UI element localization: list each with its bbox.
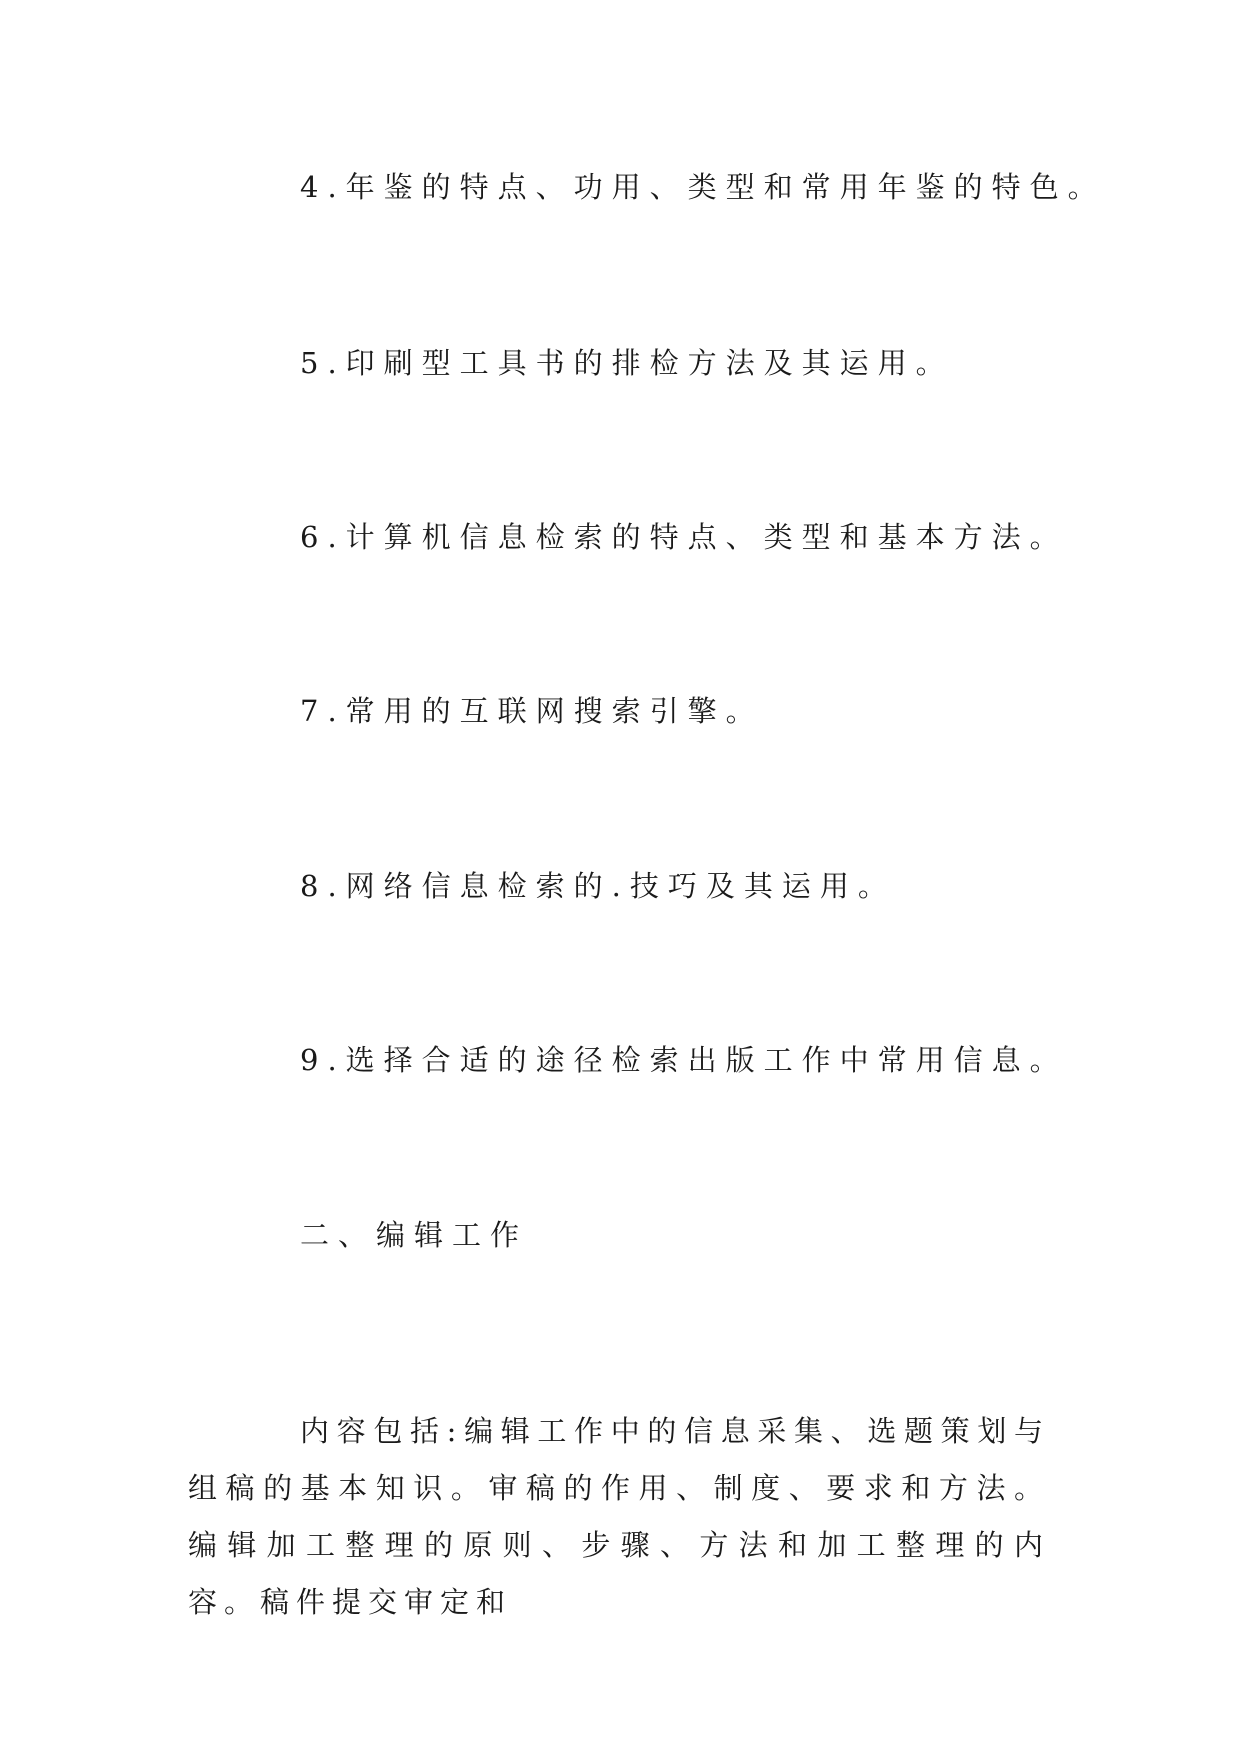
- section-heading: 二、编辑工作: [300, 1218, 529, 1252]
- list-item-9: 9.选择合适的途径检索出版工作中常用信息。: [300, 1043, 1068, 1077]
- list-item-5: 5.印刷型工具书的排检方法及其运用。: [300, 346, 954, 380]
- list-item-7: 7.常用的互联网搜索引擎。: [300, 694, 764, 728]
- list-item-8: 8.网络信息检索的.技巧及其运用。: [300, 869, 896, 903]
- list-item-6: 6.计算机信息检索的特点、类型和基本方法。: [300, 520, 1068, 554]
- body-paragraph: 内容包括:编辑工作中的信息采集、选题策划与组稿的基本知识。审稿的作用、制度、要求和方法。编辑加工整理的原则、步骤、方法和加工整理的内容。稿件提交审定和: [188, 1414, 1050, 1619]
- list-item-4: 4.年鉴的特点、功用、类型和常用年鉴的特色。: [300, 170, 1106, 204]
